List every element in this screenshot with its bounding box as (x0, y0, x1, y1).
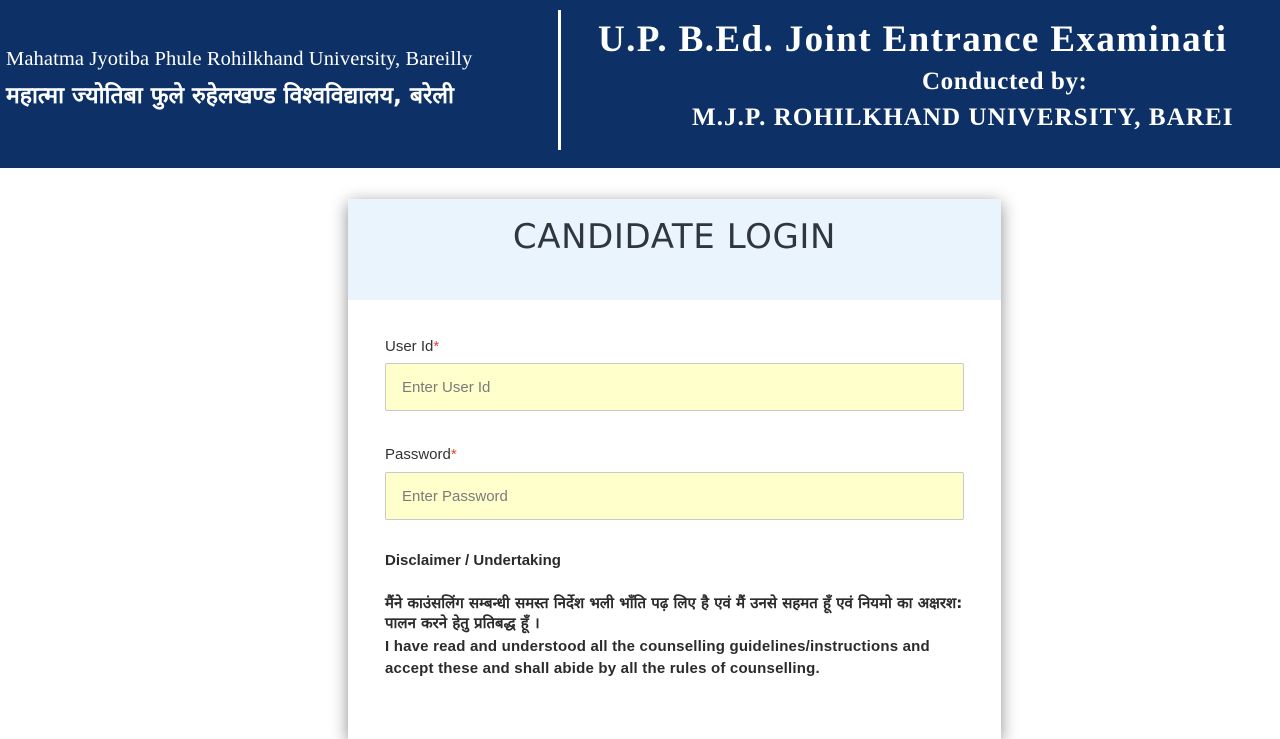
user-id-input[interactable] (385, 363, 964, 411)
page-title: CANDIDATE LOGIN (512, 217, 837, 257)
user-id-label-text: User Id (385, 338, 434, 355)
user-id-label (385, 338, 439, 355)
university-name-hindi: महात्मा ज्योतिबा फुले रुहेलखण्ड विश्वविद्यालय, बरेली (6, 83, 454, 109)
site-header (0, 0, 1280, 168)
header-divider (558, 10, 561, 150)
disclaimer-text-hindi: मैंने काउंसलिंग सम्बन्धी समस्त निर्देश भली भाँति पढ़ लिए है एवं मैं उनसे सहमत हूँ एवं नियमो का अक्षरश: पालन करने हेतु प्रतिबद्ध हूँ । (385, 594, 963, 632)
password-label-text: Password (385, 446, 451, 463)
user-id-required-mark: * (433, 338, 440, 355)
conducting-university: M.J.P. ROHILKHAND UNIVERSITY, BAREI (692, 104, 1234, 131)
password-label (385, 446, 457, 463)
conducted-by-label: Conducted by: (922, 68, 1088, 95)
exam-title: U.P. B.Ed. Joint Entrance Examinati (598, 19, 1228, 60)
login-card (348, 199, 1001, 739)
disclaimer-text-english: I have read and understood all the counselling guidelines/instructions and accept these and shall abide by all the rules of counselling. (385, 638, 930, 677)
disclaimer-title: Disclaimer / Undertaking (385, 552, 561, 569)
university-name-english: Mahatma Jyotiba Phule Rohilkhand University, Bareilly (6, 48, 473, 70)
password-input[interactable] (385, 472, 964, 520)
password-required-mark: * (450, 446, 457, 463)
login-card-header (348, 199, 1001, 300)
